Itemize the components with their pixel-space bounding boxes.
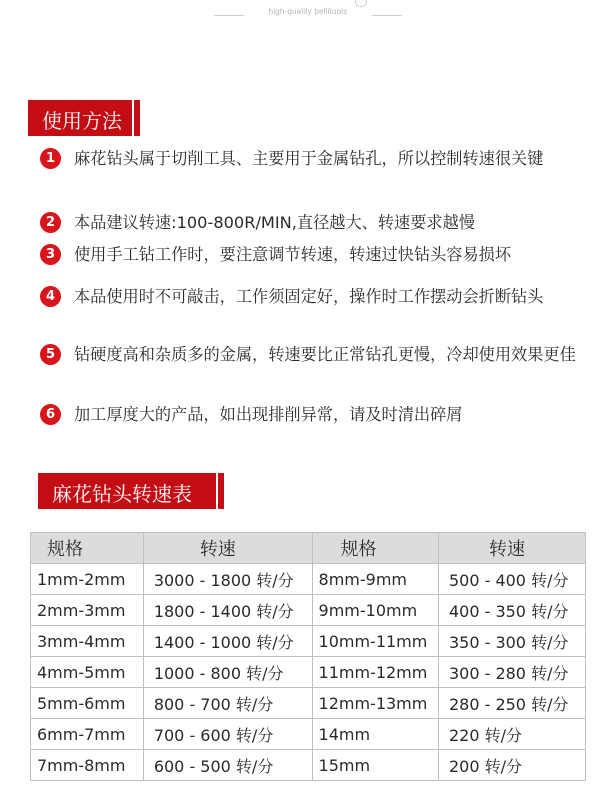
usage-item-text: 使用手工钻工作时，要注意调节转速，转速过快钻头容易损坏 (74, 245, 512, 264)
table-row (31, 564, 586, 595)
speed-table-section-header (38, 473, 216, 509)
table-cell: 200 转/分 (438, 750, 585, 781)
number-badge: 4 (40, 286, 61, 307)
table-cell: 9mm-10mm (312, 595, 438, 626)
table-cell: 280 - 250 转/分 (438, 688, 585, 719)
table-cell: 5mm-6mm (31, 688, 144, 719)
table-row (31, 719, 586, 750)
table-cell: 6mm-7mm (31, 719, 144, 750)
column-header-speed: 转速 (438, 533, 585, 564)
usage-section-title: 使用方法 (42, 109, 122, 133)
table-row (31, 595, 586, 626)
speed-table-section-title: 麻花钻头转速表 (52, 482, 192, 506)
table-row (31, 626, 586, 657)
usage-item-text: 钻硬度高和杂质多的金属，转速要比正常钻孔更慢，冷却使用效果更佳 (74, 345, 576, 364)
brand-tagline: high-quality bellitools (268, 7, 348, 16)
table-cell: 7mm-8mm (31, 750, 144, 781)
table-cell: 350 - 300 转/分 (438, 626, 585, 657)
table-cell: 14mm (312, 719, 438, 750)
number-badge: 3 (40, 244, 61, 265)
table-cell: 1400 - 1000 转/分 (143, 626, 312, 657)
table-cell: 12mm-13mm (312, 688, 438, 719)
usage-item-text: 加工厚度大的产品，如出现排削异常，请及时清出碎屑 (74, 405, 463, 424)
table-cell: 2mm-3mm (31, 595, 144, 626)
table-cell: 1800 - 1400 转/分 (143, 595, 312, 626)
column-header-spec: 规格 (31, 533, 144, 564)
table-cell: 500 - 400 转/分 (438, 564, 585, 595)
number-badge: 6 (40, 404, 61, 425)
table-cell: 11mm-12mm (312, 657, 438, 688)
table-cell: 1mm-2mm (31, 564, 144, 595)
table-header-row (31, 533, 586, 564)
usage-item-text: 本品建议转速:100-800R/MIN,直径越大、转速要求越慢 (74, 213, 475, 232)
table-cell: 220 转/分 (438, 719, 585, 750)
table-cell: 300 - 280 转/分 (438, 657, 585, 688)
table-cell: 4mm-5mm (31, 657, 144, 688)
speed-table (30, 532, 586, 781)
column-header-spec: 规格 (312, 533, 438, 564)
top-brand-strip (0, 0, 616, 30)
table-cell: 8mm-9mm (312, 564, 438, 595)
divider-right (372, 15, 402, 16)
table-row (31, 688, 586, 719)
divider-left (214, 15, 244, 16)
table-cell: 700 - 600 转/分 (143, 719, 312, 750)
usage-item-text: 本品使用时不可敲击，工作须固定好，操作时工作摆动会折断钻头 (74, 287, 544, 306)
table-row (31, 657, 586, 688)
table-row (31, 750, 586, 781)
table-cell: 600 - 500 转/分 (143, 750, 312, 781)
table-cell: 400 - 350 转/分 (438, 595, 585, 626)
number-badge: 1 (40, 148, 61, 169)
table-cell: 3mm-4mm (31, 626, 144, 657)
table-cell: 15mm (312, 750, 438, 781)
table-cell: 1000 - 800 转/分 (143, 657, 312, 688)
number-badge: 5 (40, 344, 61, 365)
table-cell: 800 - 700 转/分 (143, 688, 312, 719)
usage-item-text: 麻花钻头属于切削工具、主要用于金属钻孔，所以控制转速很关键 (74, 149, 544, 168)
number-badge: 2 (40, 212, 61, 233)
brand-logo-fragment (355, 0, 367, 7)
table-cell: 3000 - 1800 转/分 (143, 564, 312, 595)
usage-section-header (28, 100, 132, 136)
table-cell: 10mm-11mm (312, 626, 438, 657)
column-header-speed: 转速 (143, 533, 312, 564)
